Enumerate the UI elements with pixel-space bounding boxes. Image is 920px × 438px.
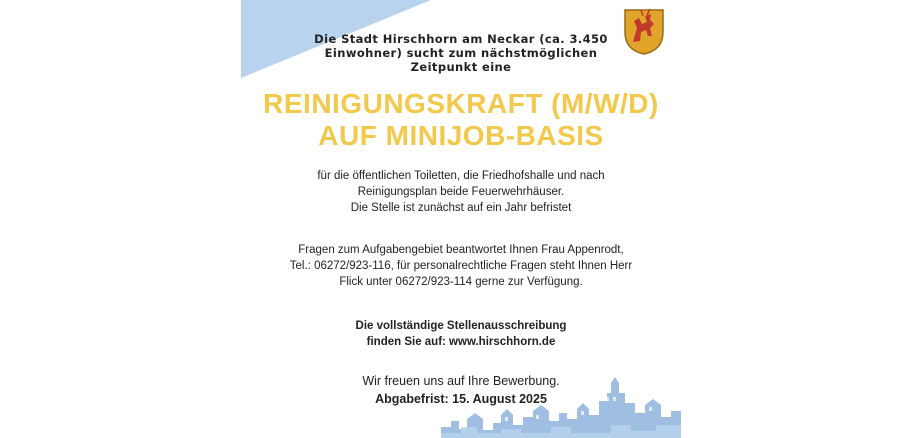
intro-line: Einwohner) sucht zum nächstmöglichen (324, 46, 598, 60)
city-skyline-illustration (441, 375, 681, 438)
intro-line: Zeitpunkt eine (410, 60, 512, 74)
contact-text (261, 242, 661, 290)
closing-line: Wir freuen uns auf Ihre Bewerbung. (362, 374, 560, 388)
intro-line: Die Stadt Hirschhorn am Neckar (ca. 3.450 (314, 32, 608, 46)
duties-line: Die Stelle ist zunächst auf ein Jahr befristet (350, 202, 572, 214)
full-posting-line: Die vollständige Stellenausschreibung (355, 320, 567, 332)
duties-line: für die öffentlichen Toiletten, die Friedhofshalle und nach (317, 170, 605, 182)
job-title-line-2: AUF MINIJOB-BASIS (318, 120, 604, 151)
job-posting (241, 0, 681, 438)
duties-line: Reinigungsplan beide Feuerwehrhäuser. (357, 186, 565, 198)
contact-line: Flick unter 06272/923-114 gerne zur Verfügung. (339, 276, 583, 288)
contact-line: Tel.: 06272/923-116, für personalrechtliche Fragen steht Ihnen Herr (289, 260, 633, 272)
contact-line: Fragen zum Aufgabengebiet beantwortet Ihnen Frau Appenrodt, (298, 244, 624, 256)
job-title-line-1: REINIGUNGSKRAFT (M/W/D) (263, 88, 659, 119)
intro-text (281, 32, 641, 74)
full-posting-text (261, 318, 661, 350)
job-title (241, 88, 681, 152)
deadline: Abgabefrist: 15. August 2025 (375, 392, 547, 406)
duties-text (261, 168, 661, 216)
full-posting-line: finden Sie auf: www.hirschhorn.de (366, 336, 556, 348)
